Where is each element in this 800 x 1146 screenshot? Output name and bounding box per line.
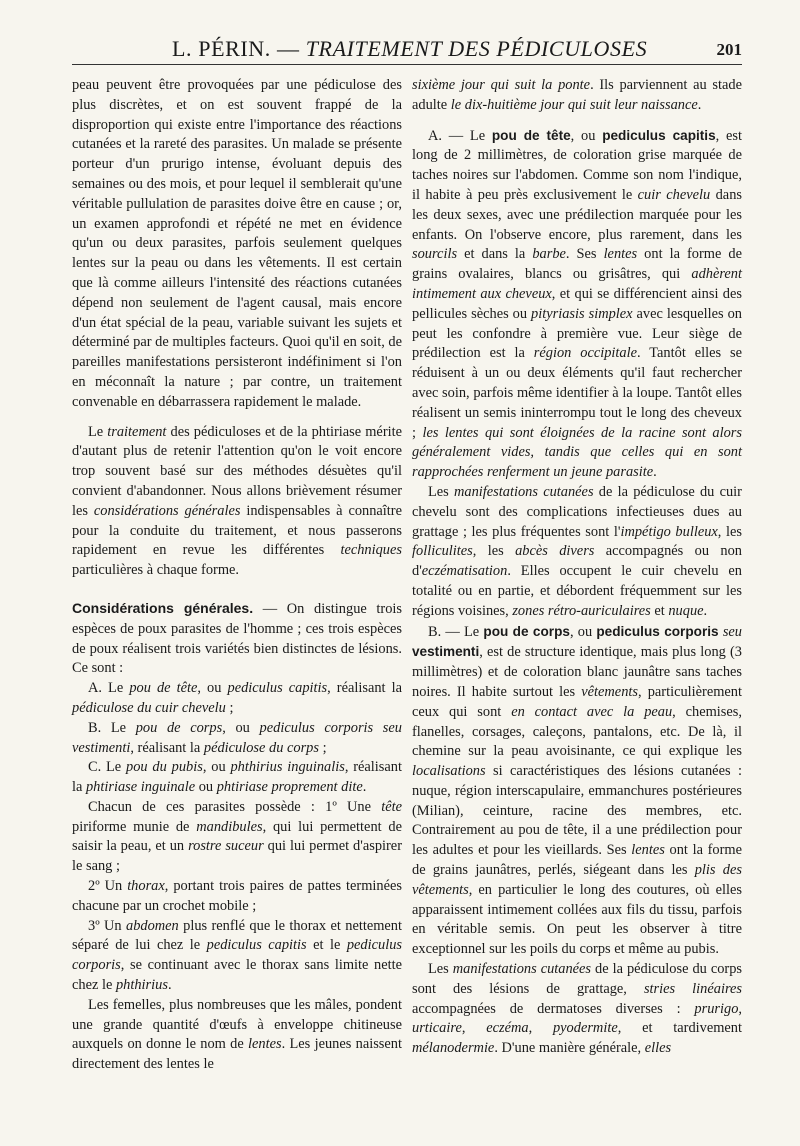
- running-header: [72, 34, 742, 65]
- right-column: [412, 76, 742, 1059]
- chapter-title: TRAITEMENT DES PÉDICULOSES: [305, 36, 648, 61]
- paragraph: Les femelles, plus nombreuses que les mâles, pondent une grande quantité d'œufs à enveloppe chitineuse auxquels on donne le nom de lentes. Les jeunes naissent directement des lentes le: [72, 996, 402, 1073]
- paragraph: peau peuvent être provoquées par une pédiculose des plus discrètes, et on est souvent frappé de la disproportion qui existe entre l'importance des réactions cutanées et la rareté des parasites. Un malade se présente porteur d'un prurigo intense, évoluant depuis des semaines ou des mois, et pour lequel il semblerait qu'une véritable pullulation de parasites doive être en cause ; or, un examen approfondi et répété ne met en évidence qu'un ou deux parasites, parfois seulement quelques lentes sur la peau ou dans les vêtements. Il est certain que là comme ailleurs l'intensité des réactions cutanées dépend non seulement de l'agent causal, mais encore d'un état spécial de la peau, variable suivant les sujets et déterminé par de multiples facteurs. Quoi qu'il en soit, de pareilles manifestations persisteront indéfiniment si l'on en méconnaît la nature ; par contre, un traitement convenable en débarrassera rapidement le malade.: [72, 77, 402, 410]
- list-item: A. Le pou de tête, ou pediculus capitis, réalisant la pédiculose du cuir chevelu ;: [72, 680, 402, 716]
- paragraph: Chacun de ces parasites possède : 1º Une tête piriforme munie de mandibules, qui lui permettent de saisir la peau, et un rostre suceur qui lui permet d'aspirer le sang ;: [72, 798, 402, 875]
- left-column: [72, 76, 402, 1075]
- author-name: L. PÉRIN. —: [172, 36, 300, 61]
- running-title: [172, 36, 647, 62]
- paragraph: Le traitement des pédiculoses et de la phtiriase mérite d'autant plus de retenir l'attention qu'on le voit encore trop souvent basé sur des méthodes désuètes qu'il convient d'abandonner. Nous allons brièvement résumer les considérations générales indispensables à connaître pour la conduite du traitement, et nous passerons rapidement en revue les différentes techniques particulières à chaque forme.: [72, 423, 402, 579]
- paragraph: 2º Un thorax, portant trois paires de pattes terminées chacune par un crochet mobile ;: [72, 878, 402, 914]
- list-item: C. Le pou du pubis, ou phthirius inguinalis, réalisant la phtiriase inguinale ou phtiriase proprement dite.: [72, 759, 402, 796]
- list-item: B. Le pou de corps, ou pediculus corporis seu vestimenti, réalisant la pédiculose du corps ;: [72, 719, 402, 756]
- paragraph: 3º Un abdomen plus renflé que le thorax et nettement séparé de lui chez le pediculus capitis et le pediculus corporis, se continuant avec le thorax sans limite nette chez le phthirius.: [72, 917, 402, 994]
- page-number: 201: [716, 40, 742, 59]
- paragraph: sixième jour qui suit la ponte. Ils parviennent au stade adulte le dix-huitième jour qui suit leur naissance.: [412, 77, 742, 113]
- paragraph: B. — Le pou de corps, ou pediculus corporis seu vestimenti, est de structure identique, mais plus long (3 millimètres) et de coloration blanc jaunâtre sans taches noires. Il habite surtout les vêtements, particulièrement ceux qui sont en contact avec la peau, chemises, flanelles, corsages, caleçons, pantalons, etc. De là, il chemine sur la peau avoisinante, ce qui explique les localisations si caractéristiques des lésions cutanées : nuque, région interscapulaire, emmanchures postérieures (Milian), ceinture, racine des membres, etc. Contrairement au pou de tête, il a une prédilection pour les adultes et pour les vieillards. Ses lentes ont la forme de grains jaunâtres, perlés, siégeant dans les plis des vêtements, en particulier le long des coutures, où elles apparaissent intimement collées aux fils du tissu, parfois en véritable semis. On peut les observer à titre exceptionnel sur les poils du corps et même au pubis.: [412, 623, 742, 958]
- paragraph: Les manifestations cutanées de la pédiculose du corps sont des lésions de grattage, stries linéaires accompagnées de dermatoses diverses : prurigo, urticaire, eczéma, pyodermite, et tardivement mélanodermie. D'une manière générale, elles: [412, 961, 743, 1057]
- paragraph: Les manifestations cutanées de la pédiculose du cuir chevelu sont des complications infectieuses dues au grattage ; les plus fréquentes sont l'impétigo bulleux, les folliculites, les abcès divers accompagnés ou non d'eczématisation. Elles occupent le cuir chevelu en totalité ou en partie, et débordent fréquemment sur les régions voisines, zones rétro-auriculaires et nuque.: [412, 483, 742, 619]
- section-paragraph: Considérations générales. — On distingue trois espèces de poux parasites de l'homme ; ces trois espèces de poux réalisent trois variétés bien distinctes de lésions. Ce sont :: [72, 599, 403, 677]
- paragraph: A. — Le pou de tête, ou pediculus capitis, est long de 2 millimètres, de coloration grise marquée de taches noires sur l'abdomen. Comme son nom l'indique, il habite à peu près exclusivement le cuir chevelu dans les deux sexes, avec une prédilection marquée pour les enfants. On l'observe encore, plus rarement, dans les sourcils et dans la barbe. Ses lentes ont la forme de grains ovalaires, blancs ou grisâtres, qui adhèrent intimement aux cheveux, et qui se différencient ainsi des pellicules sèches ou pityriasis simplex avec lesquelles on peut les confondre à première vue. Leur siège de prédilection est la région occipitale. Tantôt elles se réduisent à un ou deux éléments qu'il faut rechercher avec soin, parfois même identifier à la loupe. Tantôt elles réalisent un semis ininterrompu tout le long des cheveux ; les lentes qui sont éloignées de la racine sont alors généralement vides, tandis que celles qui en sont rapprochées renferment un jeune parasite.: [412, 127, 742, 481]
- section-heading: Considérations générales.: [72, 599, 254, 616]
